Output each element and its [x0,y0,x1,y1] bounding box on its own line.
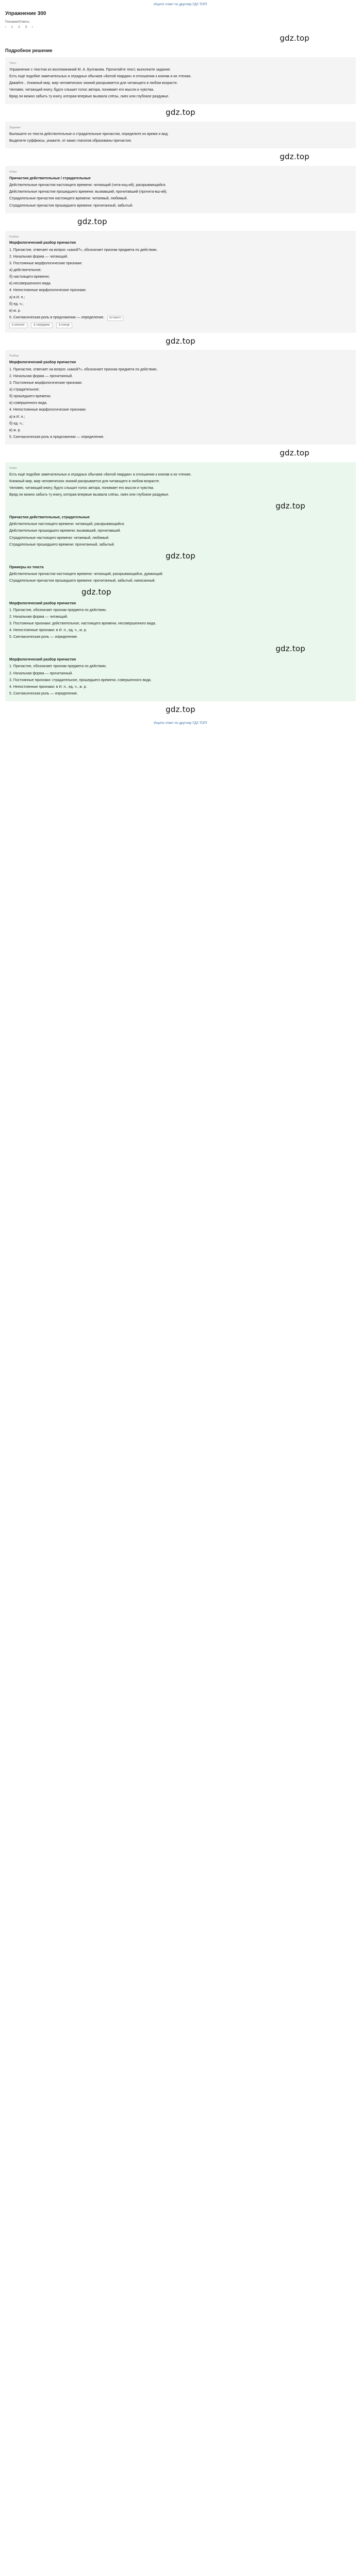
answer-line: 3. Постоянные признаки: страдательное, прошедшего времени, совершенного вида. [9,678,152,682]
pager-next[interactable]: › [32,26,34,29]
morph-item: 4. Непостоянные морфологические признаки: [9,289,87,293]
answer-line: Страдательные настоящего времени: читаемый, любимый. [9,536,109,540]
position-option[interactable]: в конце [56,323,72,328]
watermark: gdz.top [280,33,309,43]
text-line: Упражнение с текстом из воспоминаний М. А. Булгакова. Прочитайте текст, выполните задание. [9,67,171,72]
answer-line: Страдательные причастия прошедшего времени: прочитанный, забытый, написанный. [9,579,156,583]
morph-item: б) настоящего времени; [9,275,50,279]
watermark: gdz.top [166,336,195,346]
watermark-row [5,704,356,716]
answer-line: Морфологический разбор причастия [9,658,76,662]
morph-item: в) м. р. [9,309,21,313]
answer-line: Морфологический разбор причастия [9,601,76,605]
morph-item: а) страдательное; [9,387,40,392]
answer-line: Причастия действительные, страдательные [9,516,90,520]
insert-placeholder[interactable]: вставить [107,316,123,321]
text-block [5,57,356,105]
answer-line: Вряд ли можно забыть ту книгу, которая впервые вызвала слёзы, смех или глубокое раздумье. [9,493,170,497]
answer-line: Действительные причастия настоящего времени: читающий, раскрывающийся, думающий. [9,572,163,576]
block-tag: Текст [9,61,17,65]
task-block [5,122,356,148]
answer-line: 4. Непостоянные признаки: в И. п., ед. ч., ж. р. [9,685,87,689]
answer-line: 3. Постоянные признаки: действительное, настоящего времени, несовершенного вида. [9,622,156,626]
text-line: Вряд ли можно забыть ту книгу, которая впервые вызвала слёзы, смех или глубокое раздумье. [9,95,170,99]
pager-2[interactable]: 2 [18,26,20,29]
text-line: Выпишите из текста действительные и страдательные причастия, определите их время и вид. [9,132,169,137]
morph-item: в) совершенного вида. [9,401,47,405]
text-line: Есть ещё подобие замечательных и отрадных обычаев «Белой гвардии» в отношении к книгам и их чтению. [9,74,192,78]
morph-item: а) действительное; [9,268,42,273]
text-line: Человек, читающий книгу, будто слышит голос автора, понимает его мысли и чувства. [9,88,154,92]
watermark-row [5,151,356,163]
final-answer-block [5,462,356,701]
bottom-link[interactable]: Ищите ответ по другому ГДЗ ТОП! [154,721,207,725]
meta-label: Похожие/Ответы [5,20,29,24]
text-line: Действительные причастия настоящего времени: читающий (чита-ющ-ий), раскрывающийся. [9,183,167,188]
answer-line: Страдательные прошедшего времени: прочитанный, забытый. [9,543,115,547]
block-tag: Разбор [9,235,19,239]
text-line: Действительные причастия прошедшего времени: вызвавший, прочитавший (прочита-вш-ий). [9,190,168,194]
answer-line: Примеры из текста [9,565,44,569]
morph-item: а) в И. п.; [9,415,25,419]
morph-item [9,315,352,321]
answer-line: 1. Причастие, обозначает признак предмета по действию. [9,665,107,669]
position-option[interactable]: в начале [9,323,27,328]
answer-block [5,166,356,213]
morph-item: б) ед. ч.; [9,421,24,426]
pager-1[interactable]: 1 [11,26,13,29]
answer-line: Есть ещё подобие замечательных и отрадных обычаев «Белой гвардии» в отношении к книгам и их чтению. [9,472,192,477]
answer-line: Действительные настоящего времени: читающий, раскрывающийся. [9,522,125,527]
morph-item: 1. Причастие, отвечает на вопрос «какой?», обозначает признак предмета по действию. [9,367,158,371]
page-title: Упражнение 300 [5,11,46,16]
position-options [9,323,352,328]
text-line: Страдательные причастия настоящего времени: читаемый, любимый. [9,197,128,201]
morph-item: 4. Непостоянные морфологические признаки: [9,408,87,412]
morph-item: 3. Постоянные морфологические признаки: [9,261,83,265]
morph-item: в) ж. р. [9,428,21,432]
answer-line: 4. Непостоянные признаки: в И. п., ед. ч., м. р. [9,629,87,633]
morph-item: а) в И. п.; [9,295,25,299]
watermark: gdz.top [166,108,195,117]
text-line: Выделите суффиксы, укажите, от каких глаголов образованы причастия. [9,139,132,143]
watermark: gdz.top [280,448,309,458]
morph-item: 2. Начальная форма — прочитанный. [9,374,73,378]
pager-3[interactable]: 3 [25,26,27,29]
content [0,10,361,726]
block-tag: Ответ [9,466,18,470]
watermark-row [5,448,356,459]
watermark: gdz.top [81,587,111,597]
morph-heading: Морфологический разбор причастия [9,361,76,365]
morph-item-text: 5. Синтаксическая роль в предложении — определение. [9,316,105,320]
answer-line: Книжный мир, мир человеческих знаний раскрывается для читающего в любом возрасте. [9,479,160,483]
text-line: Страдательные причастия прошедшего времени: прочитанный, забытый. [9,204,134,208]
morph-block [5,350,356,445]
morph-item: б) прошедшего времени; [9,395,51,399]
answer-line: 1. Причастие, обозначает признак предмета по действию. [9,608,107,612]
watermark: gdz.top [280,152,309,162]
watermark-row [9,551,352,562]
morph-item: 3. Постоянные морфологические признаки: [9,381,83,385]
watermark-row [9,643,352,655]
watermark-row [5,336,356,347]
position-option[interactable]: в середине [31,323,52,328]
watermark-row [9,501,352,512]
watermark: gdz.top [166,551,195,561]
block-tag: Разбор [9,354,19,358]
watermark-row [5,33,356,44]
answer-line: 5. Синтаксическая роль — определение. [9,635,78,639]
morph-item: 2. Начальная форма — читающий. [9,255,68,259]
top-link[interactable]: Ищите ответ по другому ГДЗ ТОП! [154,3,207,6]
morph-heading: Морфологический разбор причастия [9,241,76,245]
block-tag: Задание [9,126,21,130]
watermark-row [5,107,356,118]
morph-item: в) несовершенного вида. [9,282,52,286]
watermark: gdz.top [275,501,305,511]
block-tag: Ответ [9,171,18,174]
text-line: Давайте... Книжный мир, мир человеческих знаний раскрывается для читающего в любом возрасте. [9,81,178,85]
morph-item: 5. Синтаксическая роль в предложении — определение. [9,435,105,439]
pager-prev[interactable]: ‹ [5,26,6,29]
answer-line: 5. Синтаксическая роль — определение. [9,692,78,696]
pager [5,25,356,30]
answer-line: 2. Начальная форма — прочитанный. [9,671,73,675]
watermark-row [5,216,356,228]
morph-item: 1. Причастие, отвечает на вопрос «какой?», обозначает признак предмета по действию. [9,248,158,252]
watermark-row [9,587,352,598]
answer-line: 2. Начальная форма — читающий. [9,615,68,619]
morph-block [5,231,356,333]
section-title: Подробное решение [5,47,53,53]
watermark: gdz.top [77,216,107,226]
answer-line: Человек, читающий книгу, будто слышит голос автора, понимает его мысли и чувства. [9,486,154,490]
watermark: gdz.top [166,705,195,715]
morph-item: б) ед. ч.; [9,302,24,306]
text-line: Причастия действительные / страдательные [9,177,91,181]
answer-line: Действительные прошедшего времени: вызвавший, прочитавший. [9,529,121,533]
watermark: gdz.top [275,643,305,653]
